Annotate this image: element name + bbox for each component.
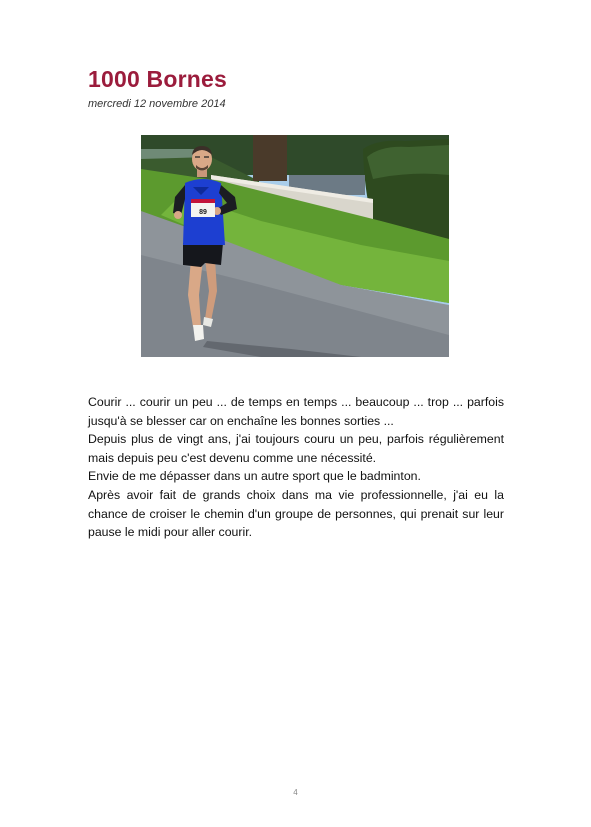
page-number: 4: [293, 788, 298, 797]
race-bib-number: 89: [199, 209, 207, 216]
paragraph: Après avoir fait de grands choix dans ma vie professionnelle, j'ai eu la chance de croiser le chemin d'un groupe de personnes, qui prenait sur leur pause le midi pour aller courir.: [88, 487, 504, 540]
paragraph: Envie de me dépasser dans un autre sport que le badminton.: [88, 469, 421, 484]
page-title: 1000 Bornes: [88, 66, 227, 92]
runner-photo-illustration: [141, 135, 449, 357]
paragraph: Courir ... courir un peu ... de temps en temps ... beaucoup ... trop ... parfois jusqu'à se blesser car on enchaîne les bonnes sorties ...: [88, 395, 504, 428]
post-date: mercredi 12 novembre 2014: [88, 98, 226, 110]
article-body: [88, 393, 504, 542]
paragraph: Depuis plus de vingt ans, j'ai toujours couru un peu, parfois régulièrement mais depuis peu c'est devenu comme une nécessité.: [88, 432, 504, 465]
runner-photo: [141, 135, 449, 357]
